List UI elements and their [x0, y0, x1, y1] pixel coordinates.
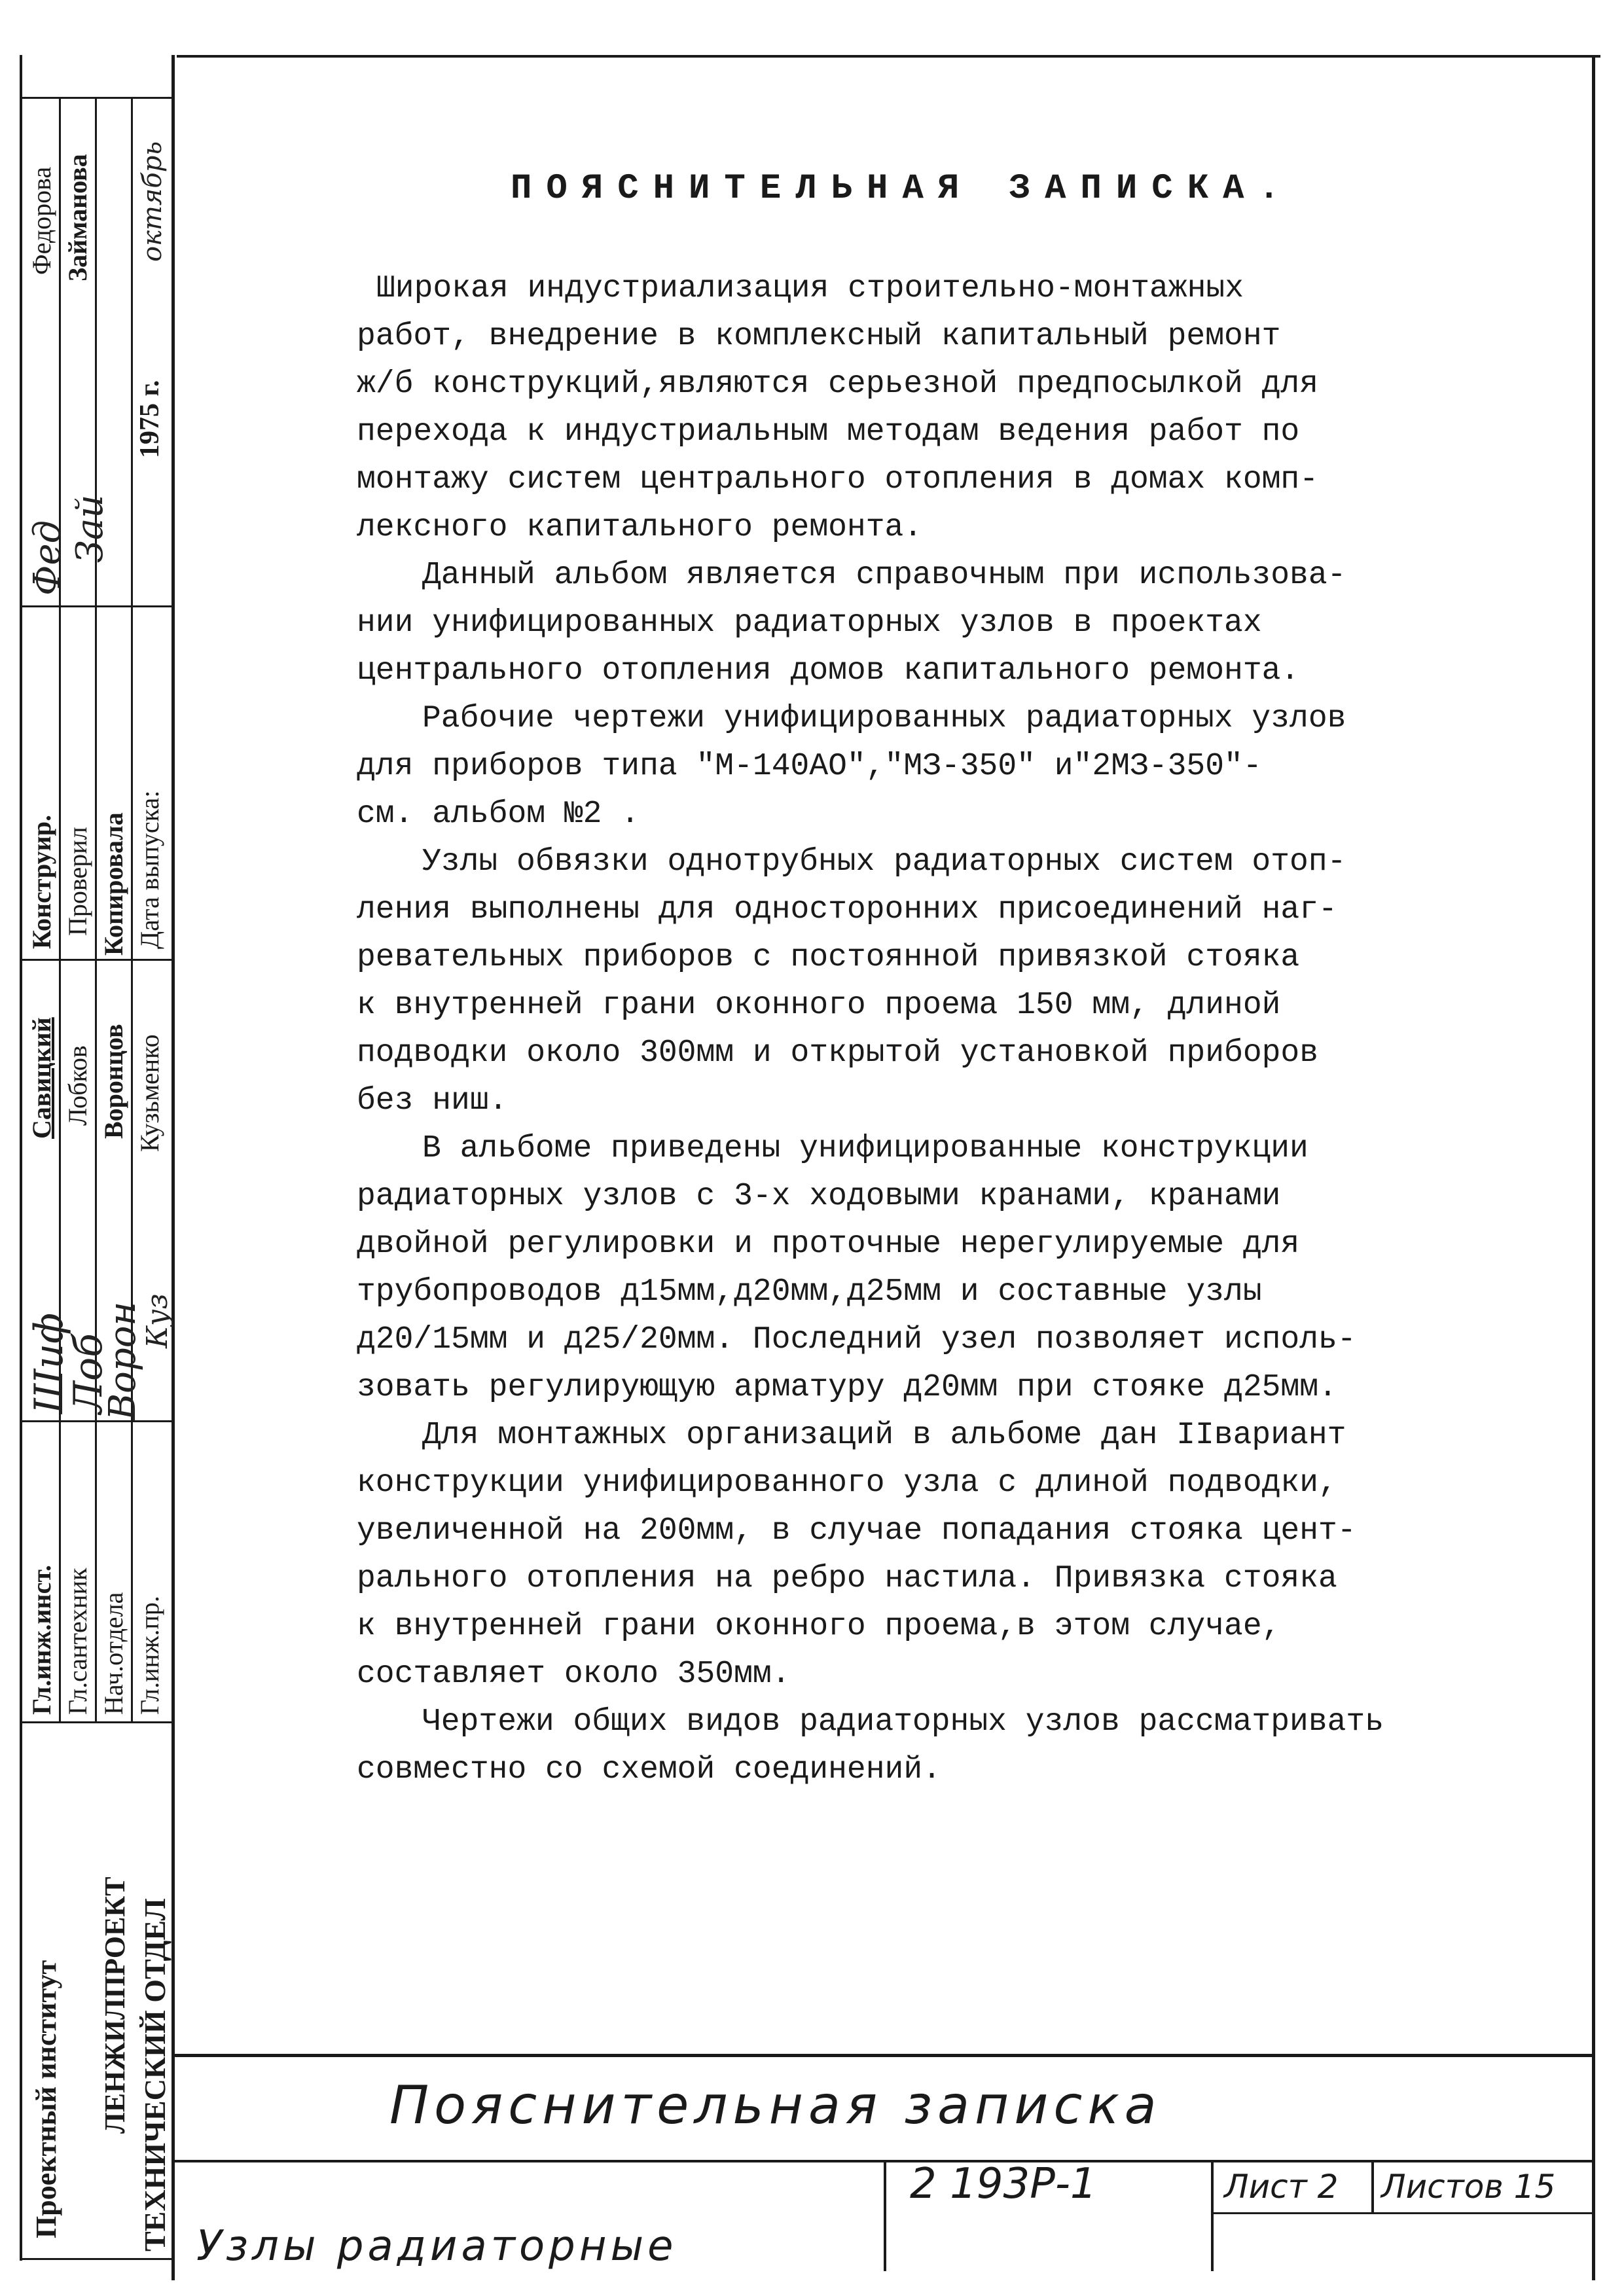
text-line: нии унифицированных радиаторных узлов в проектах [357, 605, 1262, 641]
signature: Фед [26, 520, 69, 596]
paragraph [357, 838, 1568, 1125]
page-title: ПОЯСНИТЕЛЬНАЯ ЗАПИСКА. [511, 169, 1294, 209]
album-subtitle: Узлы радиаторные [196, 2222, 677, 2270]
release-date: 1975 г. [135, 380, 165, 458]
paragraph [357, 1125, 1568, 1412]
role-label: Нач.отдела [99, 1592, 128, 1715]
sheet-title: Пояснительная записка [389, 2075, 1162, 2136]
titleblock-cell-line [1211, 2212, 1594, 2214]
stamp-row-divider-1 [20, 97, 173, 99]
institute-department: ТЕХНИЧЕСКИЙ ОТДЕЛ [138, 1898, 171, 2251]
signer-name: Кузьменко [135, 1034, 164, 1152]
text-line: увеличенной на 200мм, в случае попадания стояка цент- [357, 1513, 1356, 1549]
text-line: двойной регулировки и проточные нерегулируемые для [357, 1227, 1300, 1262]
text-line: конструкции унифицированного узла с длиной подводки, [357, 1465, 1337, 1501]
text-line: В альбоме приведены унифицированные конструкции [422, 1131, 1308, 1166]
signer-name: Савицкий [27, 1017, 56, 1139]
frame-right-line [1592, 55, 1595, 2280]
text-line: д20/15мм и д25/20мм. Последний узел позволяет исполь- [357, 1322, 1356, 1357]
titleblock-divider-2 [1211, 2160, 1214, 2271]
role-label: Проверил [63, 827, 92, 936]
signature: Куз [141, 1293, 174, 1348]
text-line: центрального отопления домов капитального ремонта. [357, 653, 1300, 689]
sheet-number: Лист 2 [1224, 2168, 1339, 2206]
text-line: лексного капитального ремонта. [357, 510, 923, 545]
signature: Зай [69, 494, 111, 563]
stamp-outer-left-line [20, 55, 22, 2261]
text-line: Чертежи общих видов радиаторных узлов рассматривать [422, 1704, 1384, 1740]
role-label: Гл.инж.инст. [27, 1565, 56, 1715]
titleblock-divider-3 [1371, 2160, 1374, 2212]
stamp-row-divider-4 [20, 1420, 173, 1422]
role-label: Гл.сантехник [63, 1568, 92, 1715]
role-label: Копировала [99, 812, 128, 956]
text-line: ж/б конструкций,являются серьезной предпосылкой для [357, 367, 1319, 402]
text-line: ления выполнены для односторонних присоединений наг- [357, 892, 1337, 927]
text-line: перехода к индустриальным методам ведения работ по [357, 414, 1300, 450]
paragraph [357, 1412, 1568, 1698]
institute-org: ЛЕНЖИЛПРОЕКТ [99, 1876, 131, 2134]
text-line: без ниш. [357, 1083, 508, 1119]
stamp-col-divider-1 [59, 98, 61, 1721]
text-line: к внутренней грани оконного проема,в этом случае, [357, 1609, 1281, 1644]
paragraph [357, 695, 1568, 838]
signature: Шиф [26, 1312, 72, 1414]
stamp-row-divider-5 [20, 1721, 173, 1723]
stamp-col-divider-3 [131, 98, 133, 1721]
signer-name: Займанова [63, 154, 92, 281]
text-line: см. альбом №2 . [357, 797, 640, 832]
album-code: 2 193Р-1 [910, 2160, 1097, 2208]
stamp-row-divider-2 [20, 605, 173, 607]
paragraph [357, 265, 1568, 552]
text-line: для приборов типа "М-140АО","МЗ-350" и"2МЗ-350"- [357, 749, 1262, 784]
text-line: Узлы обвязки однотрубных радиаторных систем отоп- [422, 844, 1346, 880]
text-line: Рабочие чертежи унифицированных радиаторных узлов [422, 701, 1346, 736]
role-label: Конструир. [27, 815, 56, 949]
release-month: октябрь [137, 141, 168, 262]
text-line: трубопроводов д15мм,д20мм,д25мм и составные узлы [357, 1274, 1262, 1310]
role-label: Дата выпуска: [135, 790, 164, 949]
paragraph [357, 552, 1568, 695]
text-line: ревательных приборов с постоянной привязкой стояка [357, 940, 1300, 975]
signature: Ворон [101, 1301, 144, 1420]
titleblock-divider-1 [884, 2160, 886, 2271]
institute-name: Проектный институт [30, 1960, 62, 2238]
text-line: рального отопления на ребро настила. Привязка стояка [357, 1561, 1337, 1596]
paragraph [357, 1698, 1568, 1794]
stamp-col-divider-2 [95, 98, 97, 1721]
text-line: работ, внедрение в комплексный капитальный ремонт [357, 319, 1281, 354]
titleblock-top-line [171, 2054, 1595, 2057]
role-label: Гл.инж.пр. [135, 1596, 164, 1715]
text-line: радиаторных узлов с 3-х ходовыми кранами, кранами [357, 1179, 1281, 1214]
frame-top-line [177, 55, 1600, 58]
text-line: к внутренней грани оконного проема 150 мм, длиной [357, 988, 1281, 1023]
text-line: составляет около 350мм. [357, 1657, 791, 1692]
text-line: совместно со схемой соединений. [357, 1752, 941, 1787]
text-line: Данный альбом является справочным при использова- [422, 558, 1346, 593]
text-line: Для монтажных организаций в альбоме дан IIвариант [422, 1418, 1346, 1453]
sheet-count: Листов 15 [1381, 2168, 1556, 2206]
text-line: Широкая индустриализация строительно-монтажных [376, 271, 1244, 306]
signer-name: Лобков [63, 1045, 92, 1126]
signer-name: Воронцов [99, 1024, 128, 1139]
stamp-bottom-line [20, 2258, 173, 2260]
signature: Лоб [65, 1333, 111, 1414]
stamp-row-divider-3 [20, 959, 173, 961]
signer-name: Федорова [27, 166, 56, 275]
body-text [357, 265, 1568, 1794]
text-line: зовать регулирующую арматуру д20мм при стояке д25мм. [357, 1370, 1337, 1405]
text-line: подводки около 300мм и открытой установкой приборов [357, 1035, 1319, 1071]
text-line: монтажу систем центрального отопления в домах комп- [357, 462, 1319, 497]
